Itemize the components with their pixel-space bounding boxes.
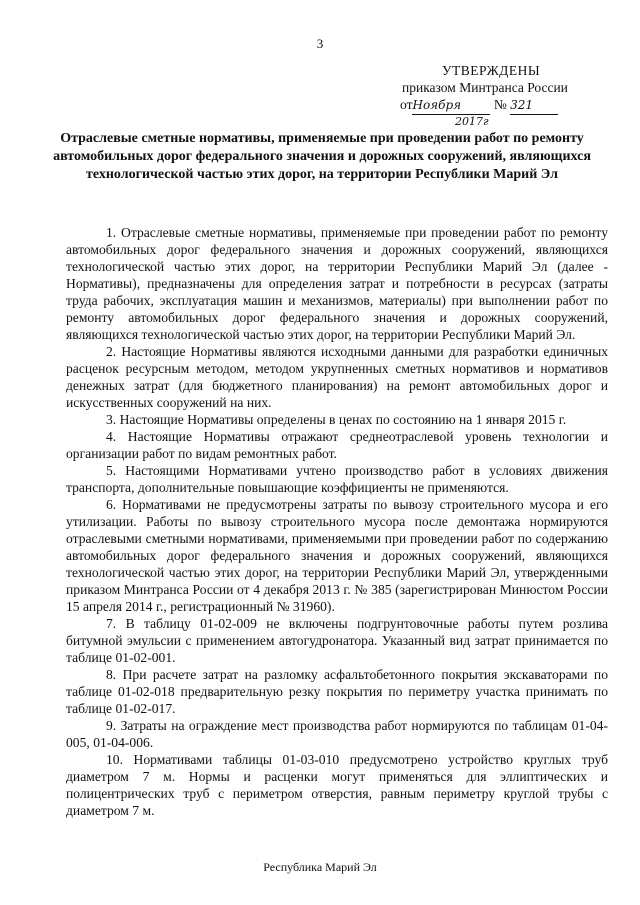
- paragraph: 6. Нормативами не предусмотрены затраты по вывозу строительного мусора и его утилизации. Работы по вывозу строительного мусора после демонтажа нормируются отраслевыми сметными нормативами, применяемыми при проведении работ по содержанию автомобильных дорог федерального значения и дорожных сооружений, являющихся технологической частью этих дорог, на территории Республики Марий Эл, утвержденными приказом Минтранса России от 4 декабря 2013 г. № 385 (зарегистрирован Минюстом России 15 апреля 2014 г., регистрационный № 31960).: [66, 497, 608, 614]
- paragraph: 1. Отраслевые сметные нормативы, применяемые при проведении работ по ремонту автомобильных дорог федерального значения и дорожных сооружений, являющихся технологической частью этих дорог, на территории Республики Марий Эл (далее - Нормативы), предназначены для определения затрат и потребности в ресурсах (затраты труда рабочих, эксплуатация машин и механизмов, материалы) при выполнении работ по ремонту автомобильных дорог федерального значения и дорожных сооружений, являющихся технологической частью этих дорог, на территории Республики Марий Эл.: [66, 225, 608, 342]
- approval-date-line: [400, 96, 600, 128]
- handwritten-date: Ноября: [412, 97, 490, 115]
- paragraph: 2. Настоящие Нормативы являются исходными данными для разработки единичных расценок ресурсным методом, методом укрупненных сметных нормативов и нормативов денежных затрат (для бюджетного планирования) на ремонт автомобильных дорог и искусственных сооружений на них.: [66, 344, 608, 410]
- approval-order: приказом Минтранса России: [402, 80, 568, 95]
- paragraph: 10. Нормативами таблицы 01-03-010 предусмотрено устройство круглых труб диаметром 7 м. Нормы и расценки могут применяться для эллиптических и полицентрических труб с периметром отверстия, равным периметру круглой трубы с диаметром 7 м.: [66, 752, 608, 818]
- handwritten-year: 2017г: [455, 115, 489, 128]
- document-title: Отраслевые сметные нормативы, применяемые при проведении работ по ремонту автомобильных дорог федерального значения и дорожных сооружений, являющихся технологической частью этих дорог, на территории Республики Марий Эл: [53, 131, 591, 182]
- handwritten-number: 321: [510, 97, 558, 115]
- paragraph: 4. Настоящие Нормативы отражают среднеотраслевой уровень технологии и организации работ по видам ремонтных работ.: [66, 429, 608, 461]
- paragraph: 3. Настоящие Нормативы определены в ценах по состоянию на 1 января 2015 г.: [106, 412, 567, 427]
- document-body: [66, 224, 608, 819]
- paragraph: 9. Затраты на ограждение мест производства работ нормируются по таблицам 01-04-005, 01-04-006.: [66, 718, 608, 750]
- page-number: 3: [316, 36, 324, 51]
- from-label: от: [400, 97, 413, 112]
- number-label: №: [493, 97, 507, 112]
- paragraph: 5. Настоящими Нормативами учтено производство работ в условиях движения транспорта, дополнительные повышающие коэффициенты не применяются.: [66, 463, 608, 495]
- approval-stamp: [400, 62, 600, 128]
- paragraph: 7. В таблицу 01-02-009 не включены подгрунтовочные работы путем розлива битумной эмульсии с применением автогудронатора. Указанный вид затрат принимается по таблице 01-02-001.: [66, 616, 608, 665]
- page-footer: Республика Марий Эл: [263, 860, 377, 874]
- paragraph: 8. При расчете затрат на разломку асфальтобетонного покрытия экскаваторами по таблице 01-02-018 предварительную резку покрытия по периметру участка принимать по таблице 01-02-017.: [66, 667, 608, 716]
- approval-title: УТВЕРЖДЕНЫ: [442, 63, 541, 78]
